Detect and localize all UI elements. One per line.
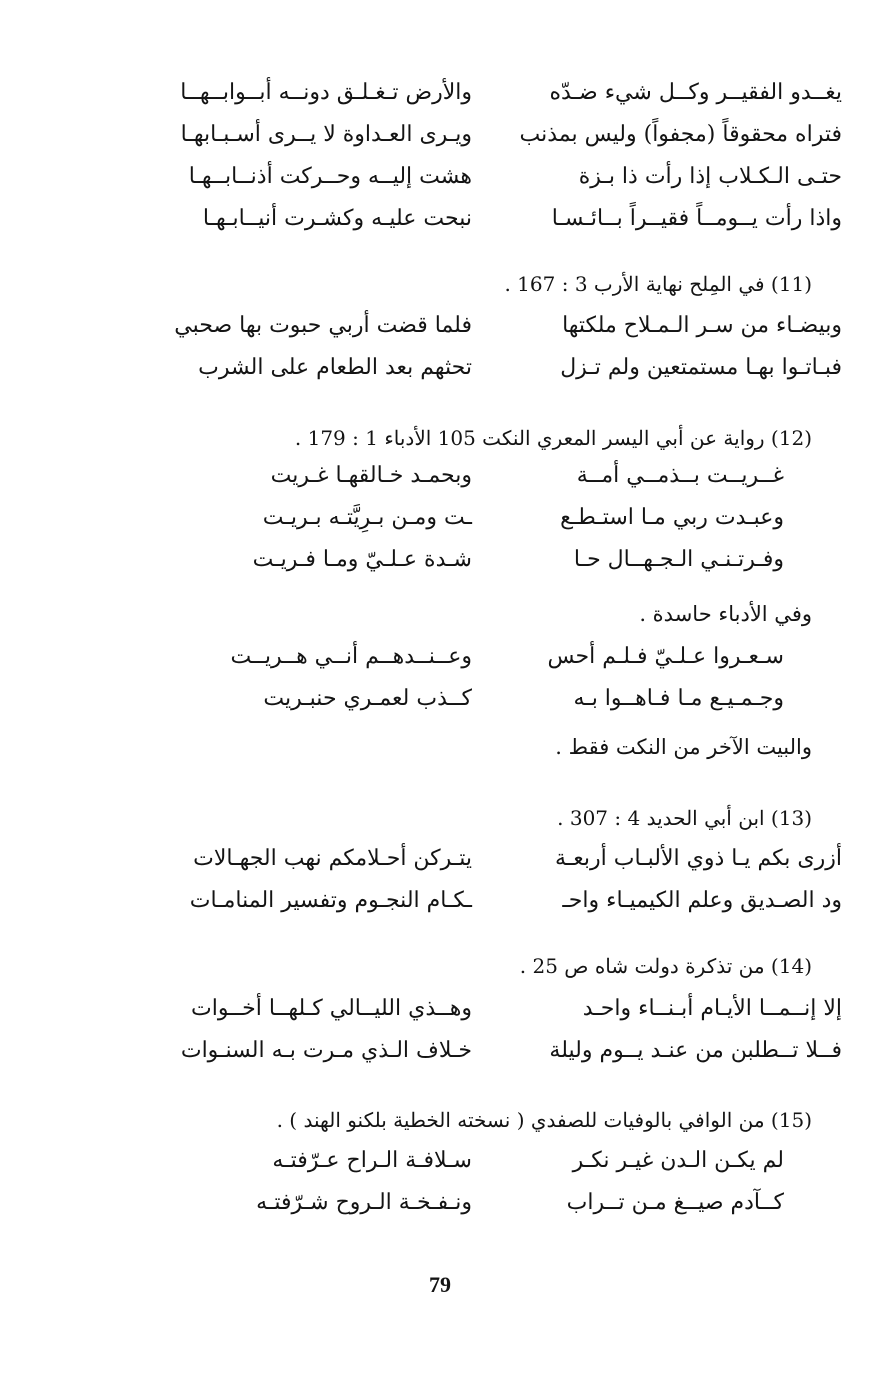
first-hemistich: غــريــت بــذمــي أمــة [576,463,784,488]
first-hemistich: واذا رأت يــومــاً فقيــراً بــائـسـا [551,206,842,231]
section-13-poem [0,838,880,922]
second-hemistich: والأرض تـغـلـق دونــه أبــوابــهــا [180,80,472,105]
first-hemistich: فبـاتـوا بهـا مستمتعين ولم تـزل [560,355,842,380]
couplet [0,347,880,389]
section-12-poem [0,455,880,581]
section-12-heading: (12) رواية عن أبي اليسر المعري النكت 105 الأدباء 1 : 179 . [294,426,812,450]
first-hemistich: يغــدو الفقيــر وكــل شيء ضـدّه [549,80,842,105]
second-hemistich: نبحت عليـه وكشـرت أنيــابـهـا [202,206,472,231]
couplet [0,1182,880,1224]
second-hemistich: وبحمـد خـالقهـا غـريت [270,463,472,488]
second-hemistich: ـت ومـن بـرِيَّتـه بـريـت [262,505,472,530]
section-12-poem-variant [0,636,880,720]
couplet [0,539,880,581]
couplet [0,678,880,720]
couplet [0,305,880,347]
first-hemistich: كــآدم صيــغ مـن تــراب [566,1190,784,1215]
second-hemistich: وعــنــدهــم أنــي هــريــت [230,644,472,669]
second-hemistich: خـلاف الـذي مـرت بـه السنـوات [180,1038,472,1063]
section-11-poem [0,305,880,389]
second-hemistich: كــذب لعمـري حنبـريت [263,686,472,711]
second-hemistich: يتـركن أحـلامكم نهب الجهـالات [193,846,472,871]
section-12-note: وفي الأدباء حاسدة . [639,602,812,626]
couplet [0,156,880,198]
second-hemistich: سـلافـة الـراح عـرّفتـه [272,1148,472,1173]
couplet [0,455,880,497]
stanza-continuation [0,72,880,240]
first-hemistich: أزرى بكم يـا ذوي الألبـاب أربعـة [555,846,842,871]
section-15-poem [0,1140,880,1224]
second-hemistich: تحثهم بعد الطعام على الشرب [198,355,472,380]
second-hemistich: ونـفـخـة الـروح شـرّفتـه [256,1190,472,1215]
first-hemistich: سـعـروا عـلـيّ فـلـم أحس [547,644,784,669]
section-11-heading: (11) في المِلح نهاية الأرب 3 : 167 . [504,272,812,296]
first-hemistich: ود الصـديق وعلم الكيميـاء واحـ [562,888,842,913]
section-12-note-2: والبيت الآخر من النكت فقط . [555,735,812,759]
couplet [0,72,880,114]
couplet [0,880,880,922]
first-hemistich: حتـى الـكـلاب إذا رأت ذا بـزة [578,164,842,189]
couplet [0,198,880,240]
page-number: 79 [429,1272,451,1297]
second-hemistich: ويـرى العـداوة لا يــرى أسـبـابهـا [180,122,472,147]
first-hemistich: فتراه محقوقاً (مجفواً) وليس بمذنب [519,122,842,147]
second-hemistich: هشت إليــه وحــركت أذنــابــهـا [188,164,472,189]
couplet [0,838,880,880]
second-hemistich: شـدة عـلـيّ ومـا فـريـت [252,547,472,572]
first-hemistich: وعبـدت ربي مـا استـطـع [560,505,784,530]
second-hemistich: فلما قضت أربي حبوت بها صحبي [174,313,472,338]
couplet [0,636,880,678]
section-14-poem [0,988,880,1072]
first-hemistich: لم يكـن الـدن غيـر نكـر [572,1148,784,1173]
couplet [0,497,880,539]
first-hemistich: فــلا تــطلبن من عنـد يــوم وليلة [549,1038,842,1063]
second-hemistich: وهــذي الليــالي كـلهــا أخــوات [191,996,472,1021]
first-hemistich: وجـمـيـع مـا فـاهــوا بـه [573,686,784,711]
first-hemistich: وبيضـاء من سـر الـمـلاح ملكتها [562,313,842,338]
section-15-heading: (15) من الوافي بالوفيات للصفدي ( نسخته الخطية بلكنو الهند ) . [276,1108,812,1132]
first-hemistich: إلا إنــمــا الأيـام أبـنــاء واحـد [582,996,842,1021]
section-14-heading: (14) من تذكرة دولت شاه ص 25 . [519,954,812,978]
second-hemistich: ـكـام النجـوم وتفسير المنامـات [189,888,472,913]
section-13-heading: (13) ابن أبي الحديد 4 : 307 . [557,806,812,830]
first-hemistich: وفـرتـنـي الـجـهــال حـا [573,547,784,572]
couplet [0,988,880,1030]
couplet [0,1140,880,1182]
couplet [0,114,880,156]
couplet [0,1030,880,1072]
